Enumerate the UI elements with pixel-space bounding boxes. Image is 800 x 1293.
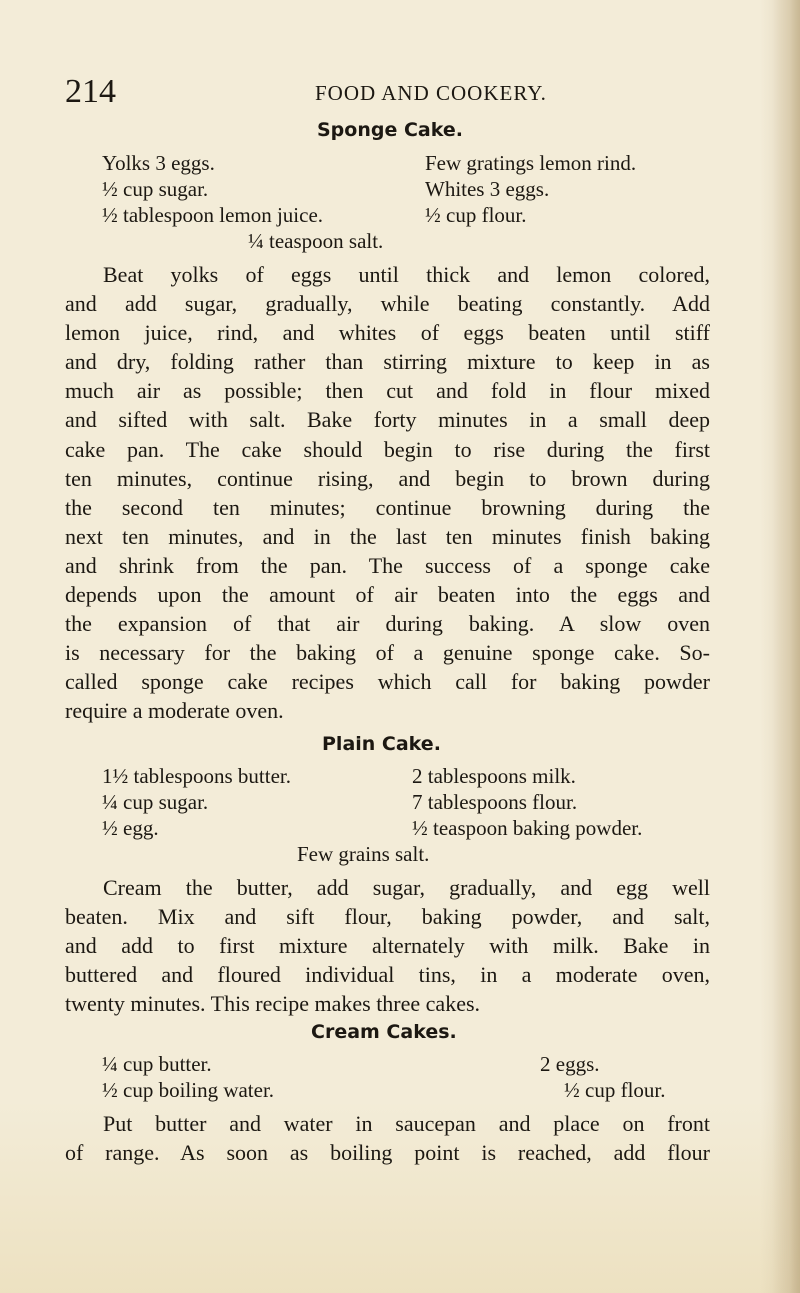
- text-line: of range. As soon as boiling point is reached, add flour: [65, 1140, 710, 1166]
- text-line: Beat yolks of eggs until thick and lemon colored,: [103, 262, 710, 287]
- page-header: [65, 74, 705, 110]
- ingredient: ¼ cup butter.: [102, 1052, 212, 1076]
- text-line: require a moderate oven.: [65, 698, 284, 724]
- text-line: cake pan. The cake should begin to rise during the first: [65, 436, 710, 462]
- ingredient: ½ cup flour.: [564, 1078, 666, 1102]
- running-head: FOOD AND COOKERY.: [315, 81, 547, 105]
- text-line: ten minutes, continue rising, and begin to brown during: [65, 465, 710, 491]
- text-line: Put butter and water in saucepan and place on front: [103, 1111, 710, 1136]
- text-line: called sponge cake recipes which call for baking powder: [65, 669, 710, 695]
- ingredient: 1½ tablespoons butter.: [102, 764, 291, 788]
- page-edge-shading: [772, 0, 800, 1293]
- recipe-title-cream-cakes: Cream Cakes.: [311, 1021, 457, 1043]
- recipe-instructions-plain-cake: [65, 873, 710, 1018]
- text-line: beaten. Mix and sift flour, baking powder, and salt,: [65, 904, 710, 930]
- ingredient: ¼ cup sugar.: [102, 790, 209, 814]
- ingredient: ¼ teaspoon salt.: [248, 229, 384, 253]
- text-line: the expansion of that air during baking. A slow oven: [65, 611, 710, 637]
- recipe-instructions-cream-cakes: [65, 1109, 710, 1167]
- ingredient: ½ cup flour.: [425, 203, 527, 227]
- ingredient: ½ egg.: [102, 816, 159, 840]
- ingredient: Few grains salt.: [297, 842, 430, 866]
- text-line: buttered and floured individual tins, in a moderate oven,: [65, 962, 710, 988]
- ingredient: 7 tablespoons flour.: [412, 790, 578, 814]
- text-line: and add sugar, gradually, while beating constantly. Add: [65, 291, 710, 317]
- ingredient: ½ tablespoon lemon juice.: [102, 203, 324, 227]
- ingredient: ½ cup sugar.: [102, 177, 209, 201]
- ingredient: ½ teaspoon baking powder.: [412, 816, 643, 840]
- text-line: and sifted with salt. Bake forty minutes in a small deep: [65, 407, 710, 433]
- text-line: the second ten minutes; continue browning during the: [65, 494, 710, 520]
- text-line: next ten minutes, and in the last ten minutes finish baking: [65, 523, 710, 549]
- ingredient: Whites 3 eggs.: [425, 177, 550, 201]
- text-line: depends upon the amount of air beaten into the eggs and: [65, 582, 710, 608]
- text-line: Cream the butter, add sugar, gradually, and egg well: [103, 875, 710, 900]
- ingredient: 2 tablespoons milk.: [412, 764, 576, 788]
- ingredient: Few gratings lemon rind.: [425, 151, 637, 175]
- recipe-title-sponge-cake: Sponge Cake.: [317, 119, 463, 141]
- text-line: lemon juice, rind, and whites of eggs beaten until stiff: [65, 320, 710, 346]
- ingredient: Yolks 3 eggs.: [102, 151, 215, 175]
- text-line: much air as possible; then cut and fold in flour mixed: [65, 378, 710, 404]
- text-line: twenty minutes. This recipe makes three cakes.: [65, 991, 481, 1017]
- recipe-title-plain-cake: Plain Cake.: [322, 733, 441, 755]
- ingredient: 2 eggs.: [540, 1052, 600, 1076]
- recipe-instructions-sponge-cake: [65, 260, 710, 726]
- text-line: and add to first mixture alternately with milk. Bake in: [65, 933, 710, 959]
- ingredient: ½ cup boiling water.: [102, 1078, 275, 1102]
- text-line: is necessary for the baking of a genuine sponge cake. So-: [65, 640, 710, 666]
- page-number: 214: [65, 73, 116, 110]
- text-line: and dry, folding rather than stirring mixture to keep in as: [65, 349, 710, 375]
- text-line: and shrink from the pan. The success of a sponge cake: [65, 552, 710, 578]
